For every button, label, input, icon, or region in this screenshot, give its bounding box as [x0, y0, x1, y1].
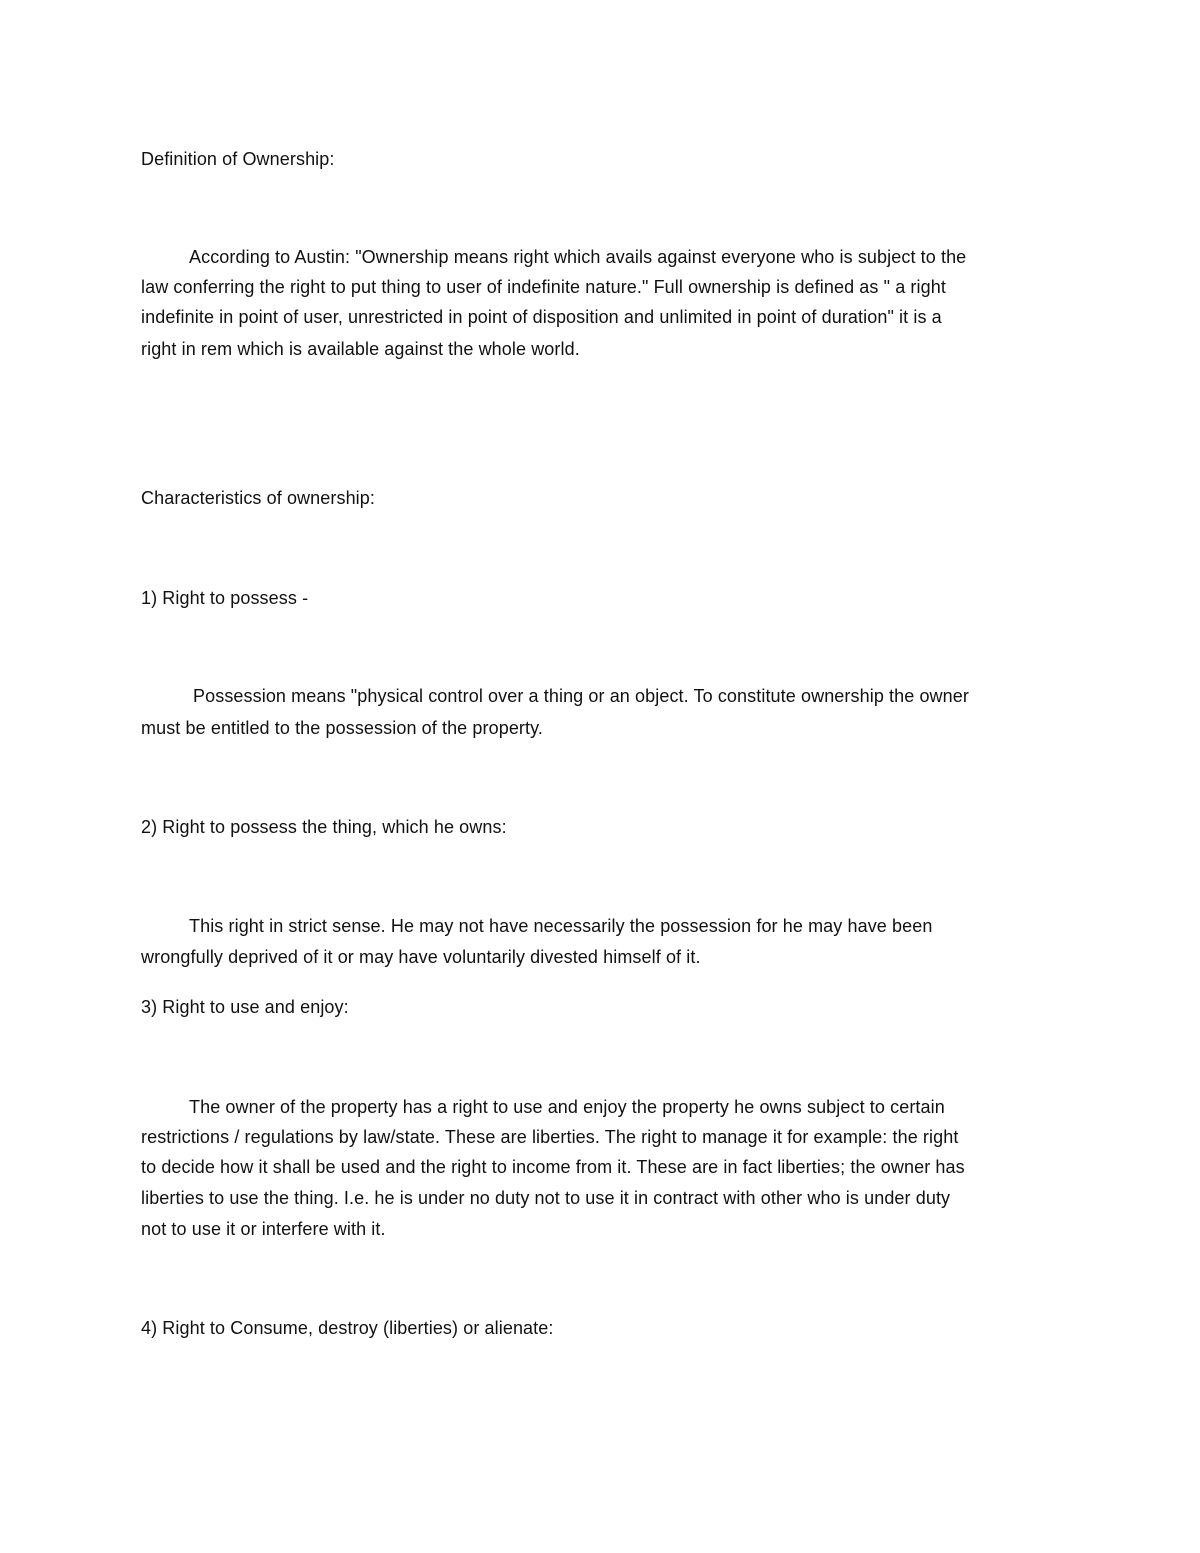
definition-heading: Definition of Ownership: [141, 149, 335, 169]
item3-line-1: The owner of the property has a right to use and enjoy the property he owns subject to certain [189, 1097, 945, 1117]
definition-line-1: According to Austin: "Ownership means right which avails against everyone who is subject to the [189, 247, 967, 267]
characteristics-heading: Characteristics of ownership: [141, 488, 375, 508]
item3-line-5: not to use it or interfere with it. [141, 1219, 386, 1239]
item2-heading: 2) Right to possess the thing, which he owns: [141, 817, 507, 837]
item4-heading: 4) Right to Consume, destroy (liberties) or alienate: [141, 1318, 554, 1338]
item2-line-1: This right in strict sense. He may not have necessarily the possession for he may have been [189, 916, 933, 936]
item2-line-2: wrongfully deprived of it or may have voluntarily divested himself of it. [141, 947, 701, 967]
item3-line-4: liberties to use the thing. I.e. he is under no duty not to use it in contract with other who is under duty [141, 1188, 951, 1208]
item3-line-3: to decide how it shall be used and the right to income from it. These are in fact liberties; the owner has [141, 1157, 965, 1177]
item3-line-2: restrictions / regulations by law/state. These are liberties. The right to manage it for example: the right [141, 1127, 959, 1147]
item3-heading: 3) Right to use and enjoy: [141, 997, 349, 1017]
item1-line-1: Possession means "physical control over a thing or an object. To constitute ownership the owner [193, 686, 969, 706]
item1-line-2: must be entitled to the possession of the property. [141, 718, 543, 738]
definition-line-3: indefinite in point of user, unrestricted in point of disposition and unlimited in point of duration" it is a [141, 307, 942, 327]
item1-heading: 1) Right to possess - [141, 588, 309, 608]
definition-line-4: right in rem which is available against the whole world. [141, 339, 580, 359]
definition-line-2: law conferring the right to put thing to user of indefinite nature." Full ownership is defined as " a right [141, 277, 946, 297]
